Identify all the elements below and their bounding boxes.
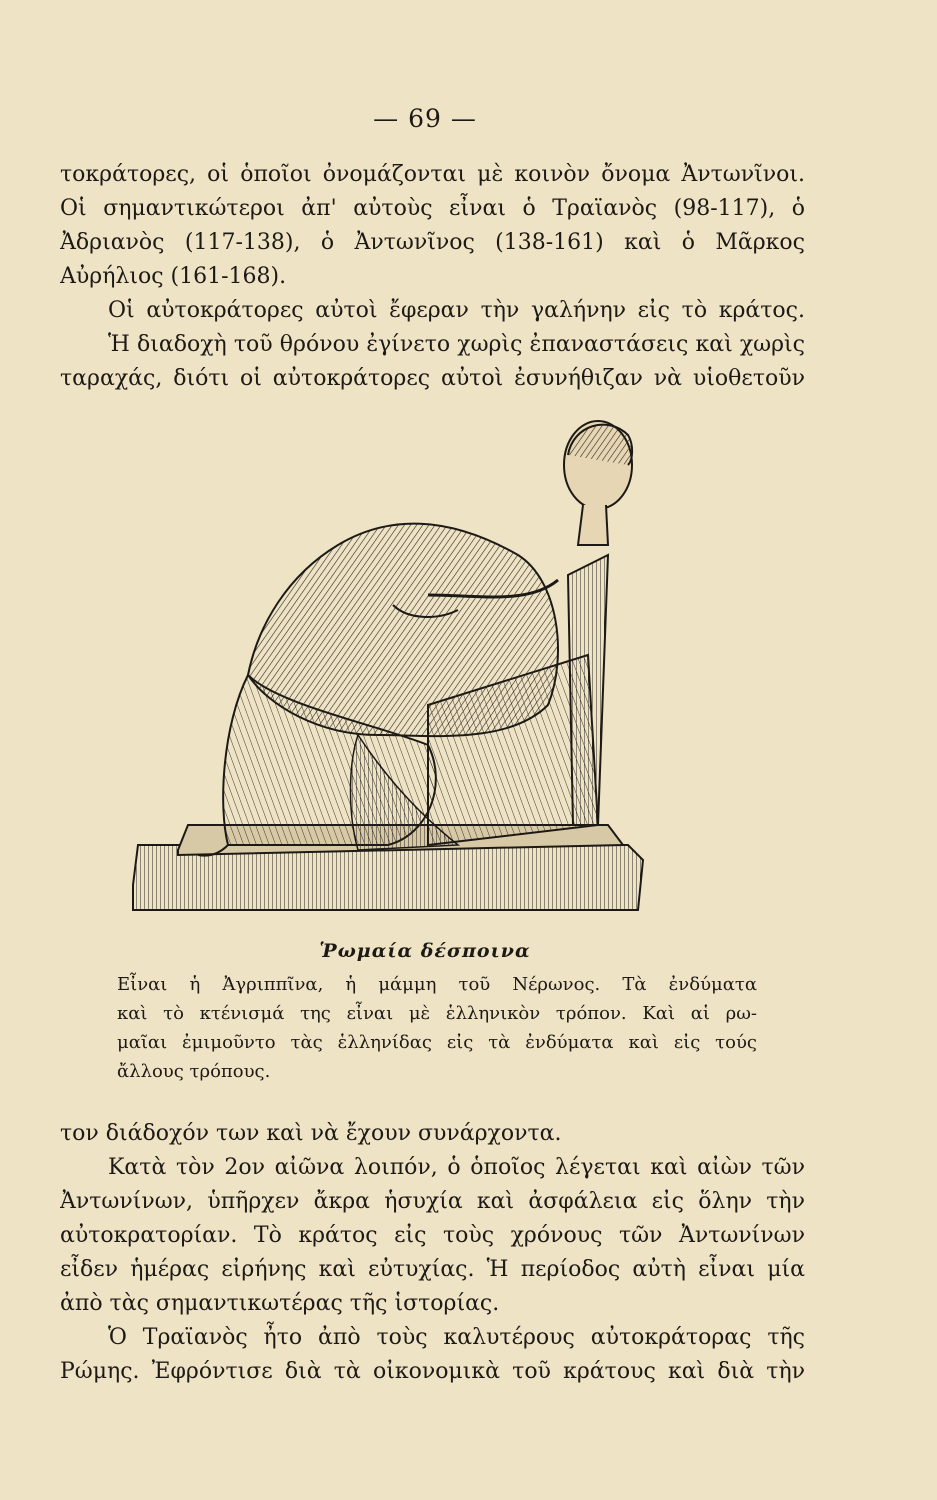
text-line: Ἡ διαδοχὴ τοῦ θρόνου ἐγίνετο χωρὶς ἐπαναστάσεις καὶ χωρὶς	[108, 332, 805, 357]
caption-line: ἄλλους τρόπους.	[117, 1061, 271, 1082]
text-line: τον διάδοχόν των καὶ νὰ ἔχουν συνάρχοντα.	[60, 1121, 562, 1146]
text-line: αὐτοκρατορίαν. Τὸ κράτος εἰς τοὺς χρόνους τῶν Ἀντωνίνων	[60, 1223, 805, 1248]
text-line: ἀπὸ τὰς σημαντικωτέρας τῆς ἱστορίας.	[60, 1291, 500, 1316]
caption-line: μαῖαι ἐμιμοῦντο τὰς ἑλληνίδας εἰς τὰ ἐνδύματα καὶ εἰς τούς	[117, 1032, 757, 1053]
text-line: ταραχάς, διότι οἱ αὐτοκράτορες αὐτοὶ ἐσυνήθιζαν νὰ υἱοθετοῦν	[60, 366, 805, 391]
text-line: Οἱ αὐτοκράτορες αὐτοὶ ἔφεραν τὴν γαλήνην εἰς τὸ κράτος.	[108, 298, 805, 323]
statue-illustration	[128, 405, 648, 940]
page-number: — 69 —	[373, 104, 477, 133]
bottom-paragraphs	[60, 1117, 805, 1389]
text-line: εἶδεν ἡμέρας εἰρήνης καὶ εὐτυχίας. Ἡ περίοδος αὐτὴ εἶναι μία	[60, 1257, 805, 1282]
text-line: Οἱ σημαντικώτεροι ἀπ' αὐτοὺς εἶναι ὁ Τραϊανὸς (98-117), ὁ	[60, 196, 805, 221]
figure-caption	[117, 970, 757, 1086]
seated-woman-statue-engraving	[128, 405, 648, 940]
caption-line: Εἶναι ἡ Ἀγριππῖνα, ἡ μάμμη τοῦ Νέρωνος. Τὰ ἐνδύματα	[117, 974, 757, 995]
text-line: Αὐρήλιος (161-168).	[60, 264, 287, 289]
text-line: Κατὰ τὸν 2ον αἰῶνα λοιπόν, ὁ ὁποῖος λέγεται καὶ αἰὼν τῶν	[108, 1155, 805, 1180]
caption-line: καὶ τὸ κτένισμά της εἶναι μὲ ἑλληνικὸν τρόπον. Καὶ αἱ ρω-	[117, 1003, 757, 1024]
text-line: Ὁ Τραϊανὸς ἦτο ἀπὸ τοὺς καλυτέρους αὐτοκράτορας τῆς	[108, 1325, 805, 1350]
text-line: τοκράτορες, οἱ ὁποῖοι ὀνομάζονται μὲ κοινὸν ὄνομα Ἀντωνῖνοι.	[60, 162, 805, 187]
text-line: Ρώμης. Ἐφρόντισε διὰ τὰ οἰκονομικὰ τοῦ κράτους καὶ διὰ τὴν	[60, 1359, 805, 1384]
text-line: Ἀδριανὸς (117-138), ὁ Ἀντωνῖνος (138-161) καὶ ὁ Μᾶρκος	[60, 230, 805, 255]
top-paragraphs	[60, 158, 805, 396]
text-line: Ἀντωνίνων, ὑπῆρχεν ἄκρα ἡσυχία καὶ ἀσφάλεια εἰς ὅλην τὴν	[60, 1189, 805, 1214]
figure-title: Ῥωμαία δέσποινα	[319, 940, 531, 962]
